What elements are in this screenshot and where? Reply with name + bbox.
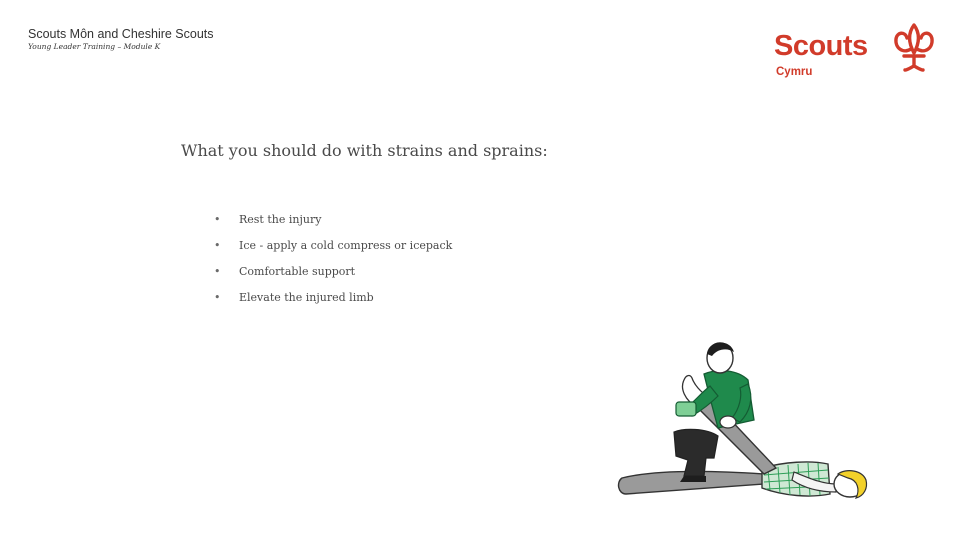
- bullet-icon: •: [214, 213, 221, 226]
- slide-heading: What you should do with strains and sprains:: [181, 141, 548, 160]
- list-item-text: Rest the injury: [239, 213, 322, 226]
- list-item-text: Elevate the injured limb: [239, 291, 374, 304]
- elevate-leg-illustration: [614, 328, 876, 514]
- logo-region: Cymru: [776, 66, 813, 78]
- list-item-text: Comfortable support: [239, 265, 356, 278]
- bullet-icon: •: [214, 265, 221, 278]
- bullet-icon: •: [214, 239, 221, 252]
- list-item-text: Ice - apply a cold compress or icepack: [239, 239, 453, 252]
- fleur-de-lis-icon: [892, 22, 936, 72]
- logo-wordmark: Scouts: [774, 30, 868, 62]
- scouts-cymru-logo: [772, 22, 936, 84]
- presentation-title: Scouts Môn and Cheshire Scouts: [28, 27, 214, 41]
- bullet-icon: •: [214, 291, 221, 304]
- presentation-subtitle: Young Leader Training – Module K: [28, 42, 161, 51]
